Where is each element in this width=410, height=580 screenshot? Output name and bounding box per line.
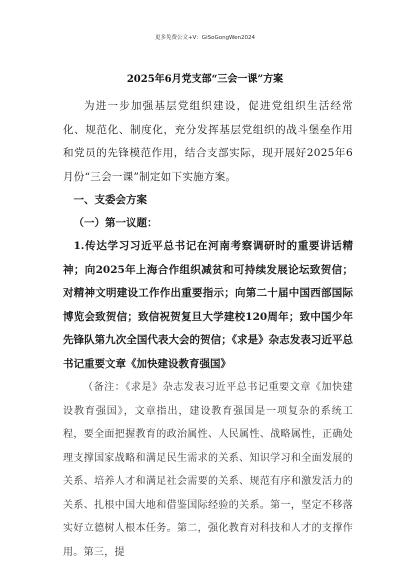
document-title: 2025年6月党支部“三会一课”方案 [126, 74, 284, 85]
document-body [63, 95, 353, 564]
intro-paragraph: 为进一步加强基层党组织建设，促进党组织生活经常化、规范化、制度化，充分发挥基层党组织的战斗堡垒作用和党员的先锋模范作用，结合支部实际，现开展好2025年6月份“三会一课”制定如下实施方案。 [63, 100, 353, 183]
section-heading: 一、支委会方案 [73, 194, 147, 206]
agenda-item: 1.传达学习习近平总书记在河南考察调研时的重要讲话精神；向2025年上海合作组织减贫和可持续发展论坛致贺信；对精神文明建设工作作出重要指示；向第二十届中国西部国际博览会致贺信；致信祝贺复旦大学建校120周年；致中国少年先锋队第九次全国代表大会的贺信；《求是》杂志发表习近平总书记重要文章《加快建设教育强国》 [63, 240, 353, 370]
header-note: 更多免费公文+V：GiSoGongWen2024 [154, 35, 256, 41]
subsection-heading: （一）第一议题： [73, 217, 158, 229]
note-paragraph: （备注：《求是》杂志发表习近平总书记重要文章《加快建设教育强国》，文章指出，建设教育强国是一项复杂的系统工程，要全面把握教育的政治属性、人民属性、战略属性，正确处理支撑国家战略和满足民生需求的关系、知识学习和全面发展的关系、培养人才和满足社会需要的关系、规范有序和激发活力的关系、扎根中国大地和借鉴国际经验的关系。第一，坚定不移落实好立德树人根本任务。第二，强化教育对科技和人才的支撑作用。第三，提 [63, 382, 353, 558]
